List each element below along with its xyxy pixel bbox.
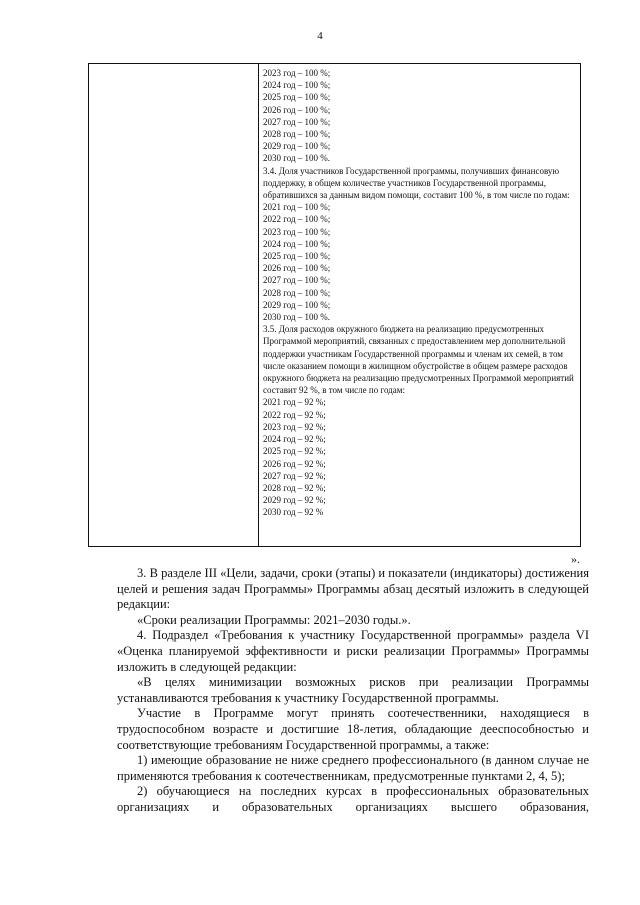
cell-line: 2030 год – 92 %	[263, 507, 324, 518]
cell-line: 2023 год – 100 %;	[263, 226, 331, 237]
table-cell-indicators	[263, 67, 575, 519]
paragraph-item-1: 1) имеющие образование не ниже среднего профессионального (в данном случае не применяются требования к соотечественникам, предусмотренные пунктами 2, 4, 5);	[117, 753, 589, 783]
paragraph-program-period: «Сроки реализации Программы: 2021–2030 годы.».	[137, 612, 411, 627]
cell-line: 2027 год – 100 %;	[263, 116, 331, 127]
cell-line: 2030 год – 100 %.	[263, 153, 331, 164]
cell-line: 2029 год – 100 %;	[263, 299, 331, 310]
indicator-3-5: 3.5. Доля расходов окружного бюджета на реализацию предусмотренных Программой мероприятий, связанных с предоставлением мер дополнительной поддержки участникам Государственной программы и членам их семей, в том числе оказанием помощи в жилищном обустройстве в общем размере расходов окружного бюджета на реализацию предусмотренных Программой мероприятий составит 92 %, в том числе по годам:	[263, 324, 574, 396]
cell-line: 2026 год – 100 %;	[263, 263, 331, 274]
cell-line: 2024 год – 100 %;	[263, 238, 331, 249]
page-number: 4	[317, 30, 323, 42]
cell-line: 2028 год – 92 %;	[263, 482, 326, 493]
cell-line: 2024 год – 100 %;	[263, 80, 331, 91]
cell-line: 2026 год – 100 %;	[263, 104, 331, 115]
cell-line: 2026 год – 92 %;	[263, 458, 326, 469]
cell-line: 2025 год – 100 %;	[263, 92, 331, 103]
cell-line: 2029 год – 92 %;	[263, 495, 326, 506]
cell-line: 2029 год – 100 %;	[263, 141, 331, 152]
program-table	[88, 63, 581, 547]
cell-line: 2030 год – 100 %.	[263, 312, 331, 323]
cell-line: 2023 год – 92 %;	[263, 421, 326, 432]
table-column-divider	[258, 64, 259, 546]
paragraph-section-3: 3. В разделе III «Цели, задачи, сроки (этапы) и показатели (индикаторы) достижения целей и решения задач Программы» Программы абзац десятый изложить в следующей редакции:	[117, 566, 589, 612]
paragraph-participants: Участие в Программе могут принять соотечественники, находящиеся в трудоспособном возрасте и достигшие 18-летия, обладающие дееспособностью и соответствующие требованиям Государственной программы, а также:	[117, 706, 589, 752]
cell-line: 2022 год – 92 %;	[263, 409, 326, 420]
cell-line: 2022 год – 100 %;	[263, 214, 331, 225]
cell-line: 2025 год – 100 %;	[263, 251, 331, 262]
cell-line: 2021 год – 92 %;	[263, 397, 326, 408]
cell-line: 2028 год – 100 %;	[263, 129, 331, 140]
paragraph-requirements-intro: «В целях минимизации возможных рисков при реализации Программы устанавливаются требования к участнику Государственной программы.	[117, 675, 589, 705]
document-body	[117, 566, 589, 816]
paragraph-section-4: 4. Подраздел «Требования к участнику Государственной программы» раздела VI «Оценка планируемой эффективности и риски реализации Программы» Программы изложить в следующей редакции:	[117, 628, 589, 674]
indicator-3-4: 3.4. Доля участников Государственной программы, получивших финансовую поддержку, в общем количестве участников Государственной программы, обратившихся за данным видом помощи, составит 100 %, в том числе по годам:	[263, 165, 570, 201]
cell-line: 2027 год – 100 %;	[263, 275, 331, 286]
paragraph-item-2: 2) обучающиеся на последних курсах в профессиональных образовательных организациях и образовательных организациях высшего образования,	[117, 784, 589, 814]
cell-line: 2027 год – 92 %;	[263, 470, 326, 481]
cell-line: 2024 год – 92 %;	[263, 434, 326, 445]
cell-line: 2028 год – 100 %;	[263, 287, 331, 298]
cell-line: 2021 год – 100 %;	[263, 202, 331, 213]
cell-line: 2025 год – 92 %;	[263, 446, 326, 457]
closing-quote: ».	[571, 552, 580, 566]
cell-line: 2023 год – 100 %;	[263, 68, 331, 78]
